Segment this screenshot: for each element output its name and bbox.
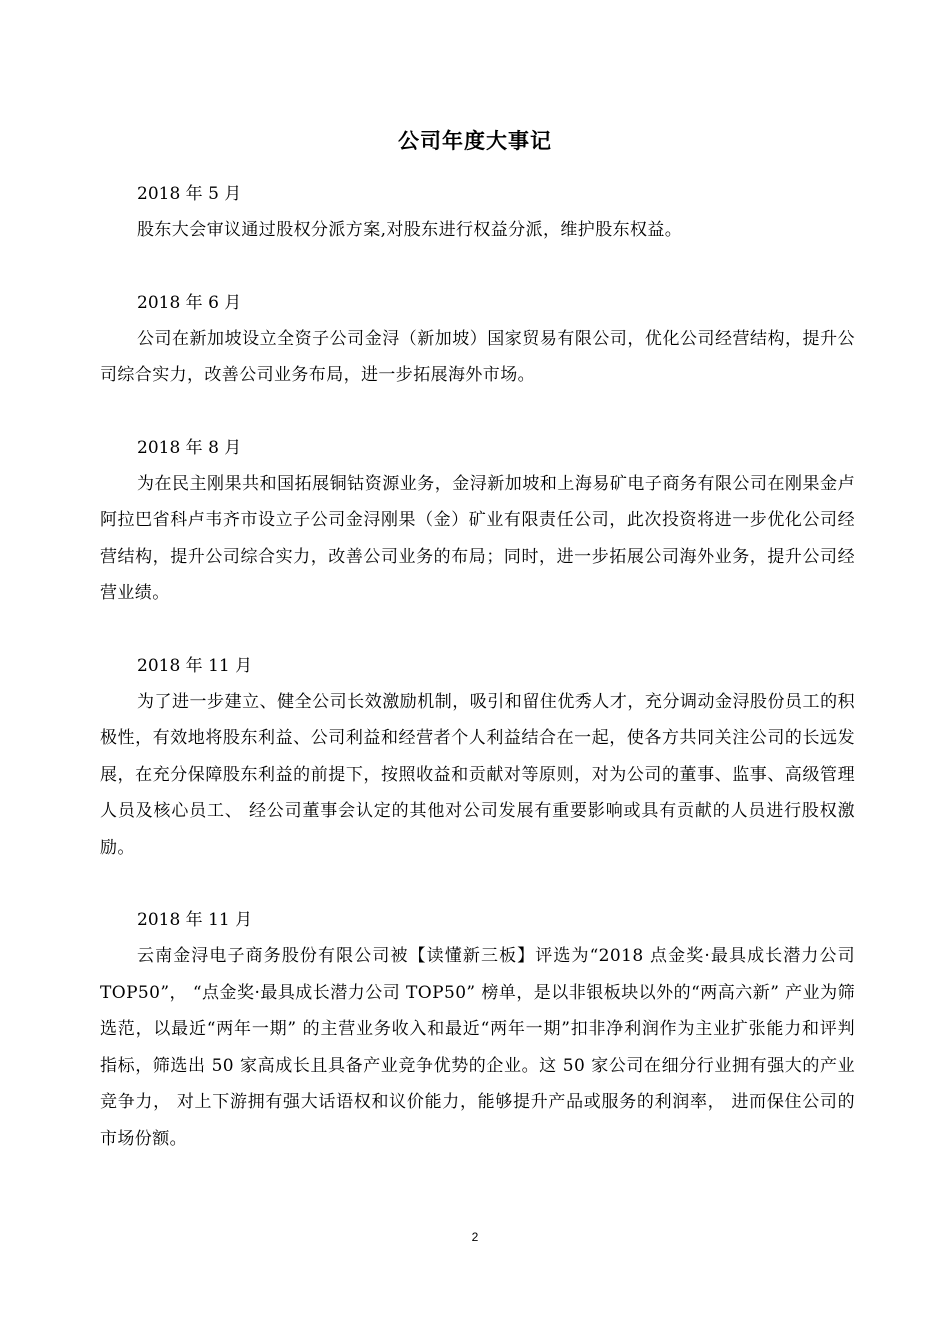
event-entry-2018-11-a [100, 648, 855, 867]
page-title: 公司年度大事记 [398, 129, 552, 153]
event-date: 2018 年 6 月 [137, 292, 242, 313]
events-list [100, 176, 855, 1193]
page-number: 2 [471, 1230, 479, 1244]
event-description: 为在民主刚果共和国拓展铜钴资源业务，金浔新加坡和上海易矿电子商务有限公司在刚果金卢阿拉巴省科卢韦齐市设立子公司金浔刚果（金）矿业有限责任公司，此次投资将进一步优化公司经营结构，提升公司综合实力，改善公司业务的布局；同时，进一步拓展公司海外业务，提升公司经营业绩。 [100, 473, 855, 603]
event-description: 股东大会审议通过股权分派方案,对股东进行权益分派，维护股东权益。 [137, 220, 683, 240]
event-description: 为了进一步建立、健全公司长效激励机制，吸引和留住优秀人才，充分调动金浔股份员工的积极性，有效地将股东利益、公司利益和经营者个人利益结合在一起，使各方共同关注公司的长远发展，在充分保障股东利益的前提下，按照收益和贡献对等原则，对为公司的董事、监事、高级管理人员及核心员工、 经公司董事会认定的其他对公司发展有重要影响或具有贡献的人员进行股权激励。 [100, 691, 855, 858]
event-entry-2018-11-b [100, 902, 855, 1157]
event-date: 2018 年 11 月 [137, 655, 253, 676]
event-description: 公司在新加坡设立全资子公司金浔（新加坡）国家贸易有限公司，优化公司经营结构，提升公司综合实力，改善公司业务布局，进一步拓展海外市场。 [100, 328, 855, 385]
event-entry-2018-06 [100, 285, 855, 394]
event-entry-2018-08 [100, 430, 855, 612]
event-date: 2018 年 8 月 [137, 437, 242, 458]
event-date: 2018 年 11 月 [137, 910, 253, 930]
event-date: 2018 年 5 月 [137, 184, 242, 204]
event-description: 云南金浔电子商务股份有限公司被【读懂新三板】评选为“2018 点金奖·最具成长潜力公司 TOP50”， “点金奖·最具成长潜力公司 TOP50” 榜单，是以非银板块以外的“两高六新” 产业为筛选范，以最近“两年一期” 的主营业务收入和最近“两年一期”扣非净利润作为主业扩张能力和评判指标，筛选出 50 家高成长且具备产业竞争优势的企业。这 50 家公司在细分行业拥有强大的产业竞争力， 对上下游拥有强大话语权和议价能力，能够提升产品或服务的利润率， 进而保住公司的市场份额。 [100, 946, 855, 1149]
event-entry-2018-05 [100, 176, 855, 249]
